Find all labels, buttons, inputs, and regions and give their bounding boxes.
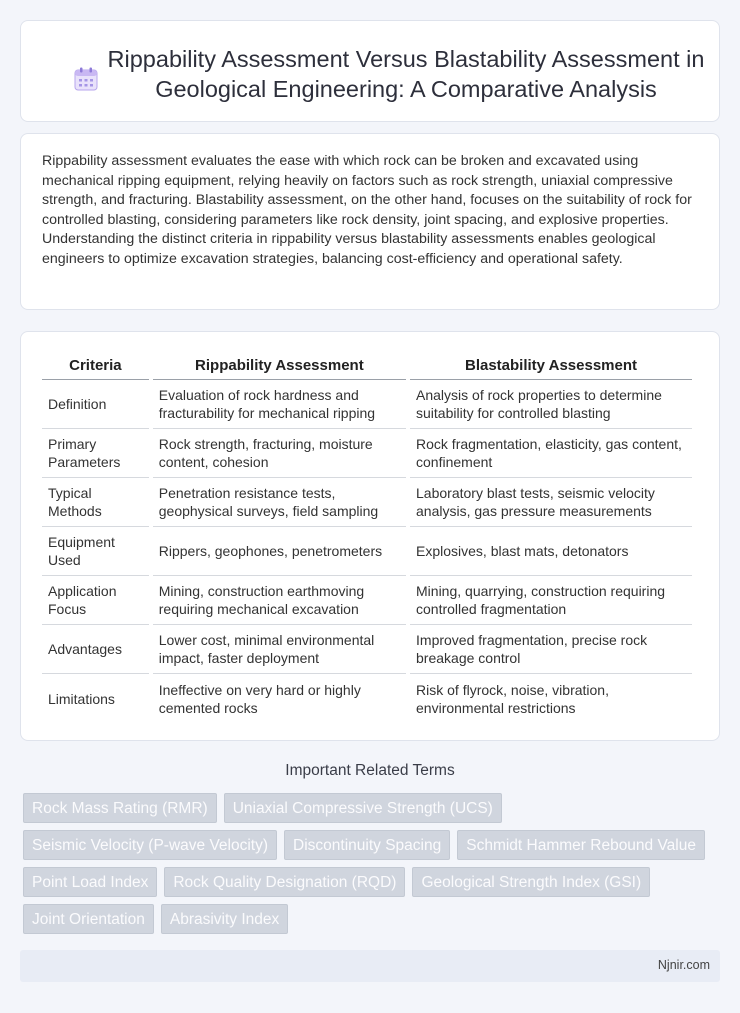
blastability-cell: Analysis of rock properties to determine suitability for controlled blasting bbox=[410, 380, 692, 429]
header-criteria: Criteria bbox=[42, 352, 149, 380]
blastability-cell: Improved fragmentation, precise rock breakage control bbox=[410, 625, 692, 674]
rippability-cell: Ineffective on very hard or highly cemented rocks bbox=[158, 681, 361, 716]
tag-rock-mass-rating[interactable]: Rock Mass Rating (RMR) bbox=[23, 793, 217, 823]
comparison-table bbox=[38, 352, 696, 723]
tag-geological-strength-index[interactable]: Geological Strength Index (GSI) bbox=[412, 867, 650, 897]
table-row bbox=[42, 380, 692, 429]
header-rippability: Rippability Assessment bbox=[153, 352, 406, 380]
tag-row bbox=[23, 867, 723, 897]
tag-uniaxial-compressive-strength[interactable]: Uniaxial Compressive Strength (UCS) bbox=[224, 793, 502, 823]
footer bbox=[20, 950, 720, 982]
rippability-cell: Penetration resistance tests, geophysical surveys, field sampling bbox=[153, 478, 406, 527]
table-row bbox=[42, 576, 692, 625]
related-terms-tags bbox=[23, 793, 723, 941]
tag-rock-quality-designation[interactable]: Rock Quality Designation (RQD) bbox=[164, 867, 405, 897]
tag-seismic-velocity[interactable]: Seismic Velocity (P-wave Velocity) bbox=[23, 830, 277, 860]
calendar-icon bbox=[73, 66, 99, 92]
blastability-cell: Risk of flyrock, noise, vibration, environmental restrictions bbox=[416, 681, 609, 716]
criteria-cell: Application Focus bbox=[42, 576, 149, 625]
related-terms-title: Important Related Terms bbox=[285, 762, 455, 779]
table-row bbox=[42, 674, 692, 723]
title-card bbox=[20, 20, 720, 122]
comparison-table-card bbox=[20, 331, 720, 741]
tag-row bbox=[23, 904, 723, 934]
tag-joint-orientation[interactable]: Joint Orientation bbox=[23, 904, 154, 934]
tag-abrasivity-index[interactable]: Abrasivity Index bbox=[161, 904, 288, 934]
header-blastability: Blastability Assessment bbox=[410, 352, 692, 380]
rippability-cell: Rippers, geophones, penetrometers bbox=[153, 527, 406, 576]
tag-point-load-index[interactable]: Point Load Index bbox=[23, 867, 157, 897]
criteria-cell: Primary Parameters bbox=[42, 429, 149, 478]
criteria-cell: Limitations bbox=[48, 690, 115, 707]
criteria-cell: Typical Methods bbox=[42, 478, 149, 527]
intro-card bbox=[20, 133, 720, 310]
tag-row bbox=[23, 830, 723, 860]
table-row bbox=[42, 625, 692, 674]
table-header-row bbox=[42, 352, 692, 380]
tag-discontinuity-spacing[interactable]: Discontinuity Spacing bbox=[284, 830, 450, 860]
tag-schmidt-hammer[interactable]: Schmidt Hammer Rebound Value bbox=[457, 830, 705, 860]
rippability-cell: Evaluation of rock hardness and fracturability for mechanical ripping bbox=[153, 380, 406, 429]
table-row bbox=[42, 478, 692, 527]
tag-row bbox=[23, 793, 723, 823]
blastability-cell: Explosives, blast mats, detonators bbox=[410, 527, 692, 576]
criteria-cell: Equipment Used bbox=[42, 527, 149, 576]
criteria-cell: Advantages bbox=[42, 625, 149, 674]
blastability-cell: Laboratory blast tests, seismic velocity analysis, gas pressure measurements bbox=[410, 478, 692, 527]
rippability-cell: Lower cost, minimal environmental impact, faster deployment bbox=[153, 625, 406, 674]
intro-paragraph: Rippability assessment evaluates the ease with which rock can be broken and excavated using mechanical ripping equipment, relying heavily on factors such as rock strength, uniaxial compressive strength, and fracturing. Blastability assessment, on the other hand, focuses on the suitability of rock for controlled blasting, considering parameters like rock density, joint spacing, and explosive properties. Understanding the distinct criteria in rippability versus blastability assessments enables geological engineers to optimize excavation strategies, balancing cost-efficiency and operational safety. bbox=[42, 153, 692, 267]
table-row bbox=[42, 429, 692, 478]
criteria-cell: Definition bbox=[42, 380, 149, 429]
table-row bbox=[42, 527, 692, 576]
blastability-cell: Rock fragmentation, elasticity, gas content, confinement bbox=[410, 429, 692, 478]
blastability-cell: Mining, quarrying, construction requiring controlled fragmentation bbox=[410, 576, 692, 625]
page-title: Rippability Assessment Versus Blastability Assessment in Geological Engineering: A Comparative Analysis bbox=[107, 46, 705, 102]
rippability-cell: Rock strength, fracturing, moisture content, cohesion bbox=[153, 429, 406, 478]
footer-site-name: Njnir.com bbox=[657, 958, 710, 972]
rippability-cell: Mining, construction earthmoving requiring mechanical excavation bbox=[153, 576, 406, 625]
